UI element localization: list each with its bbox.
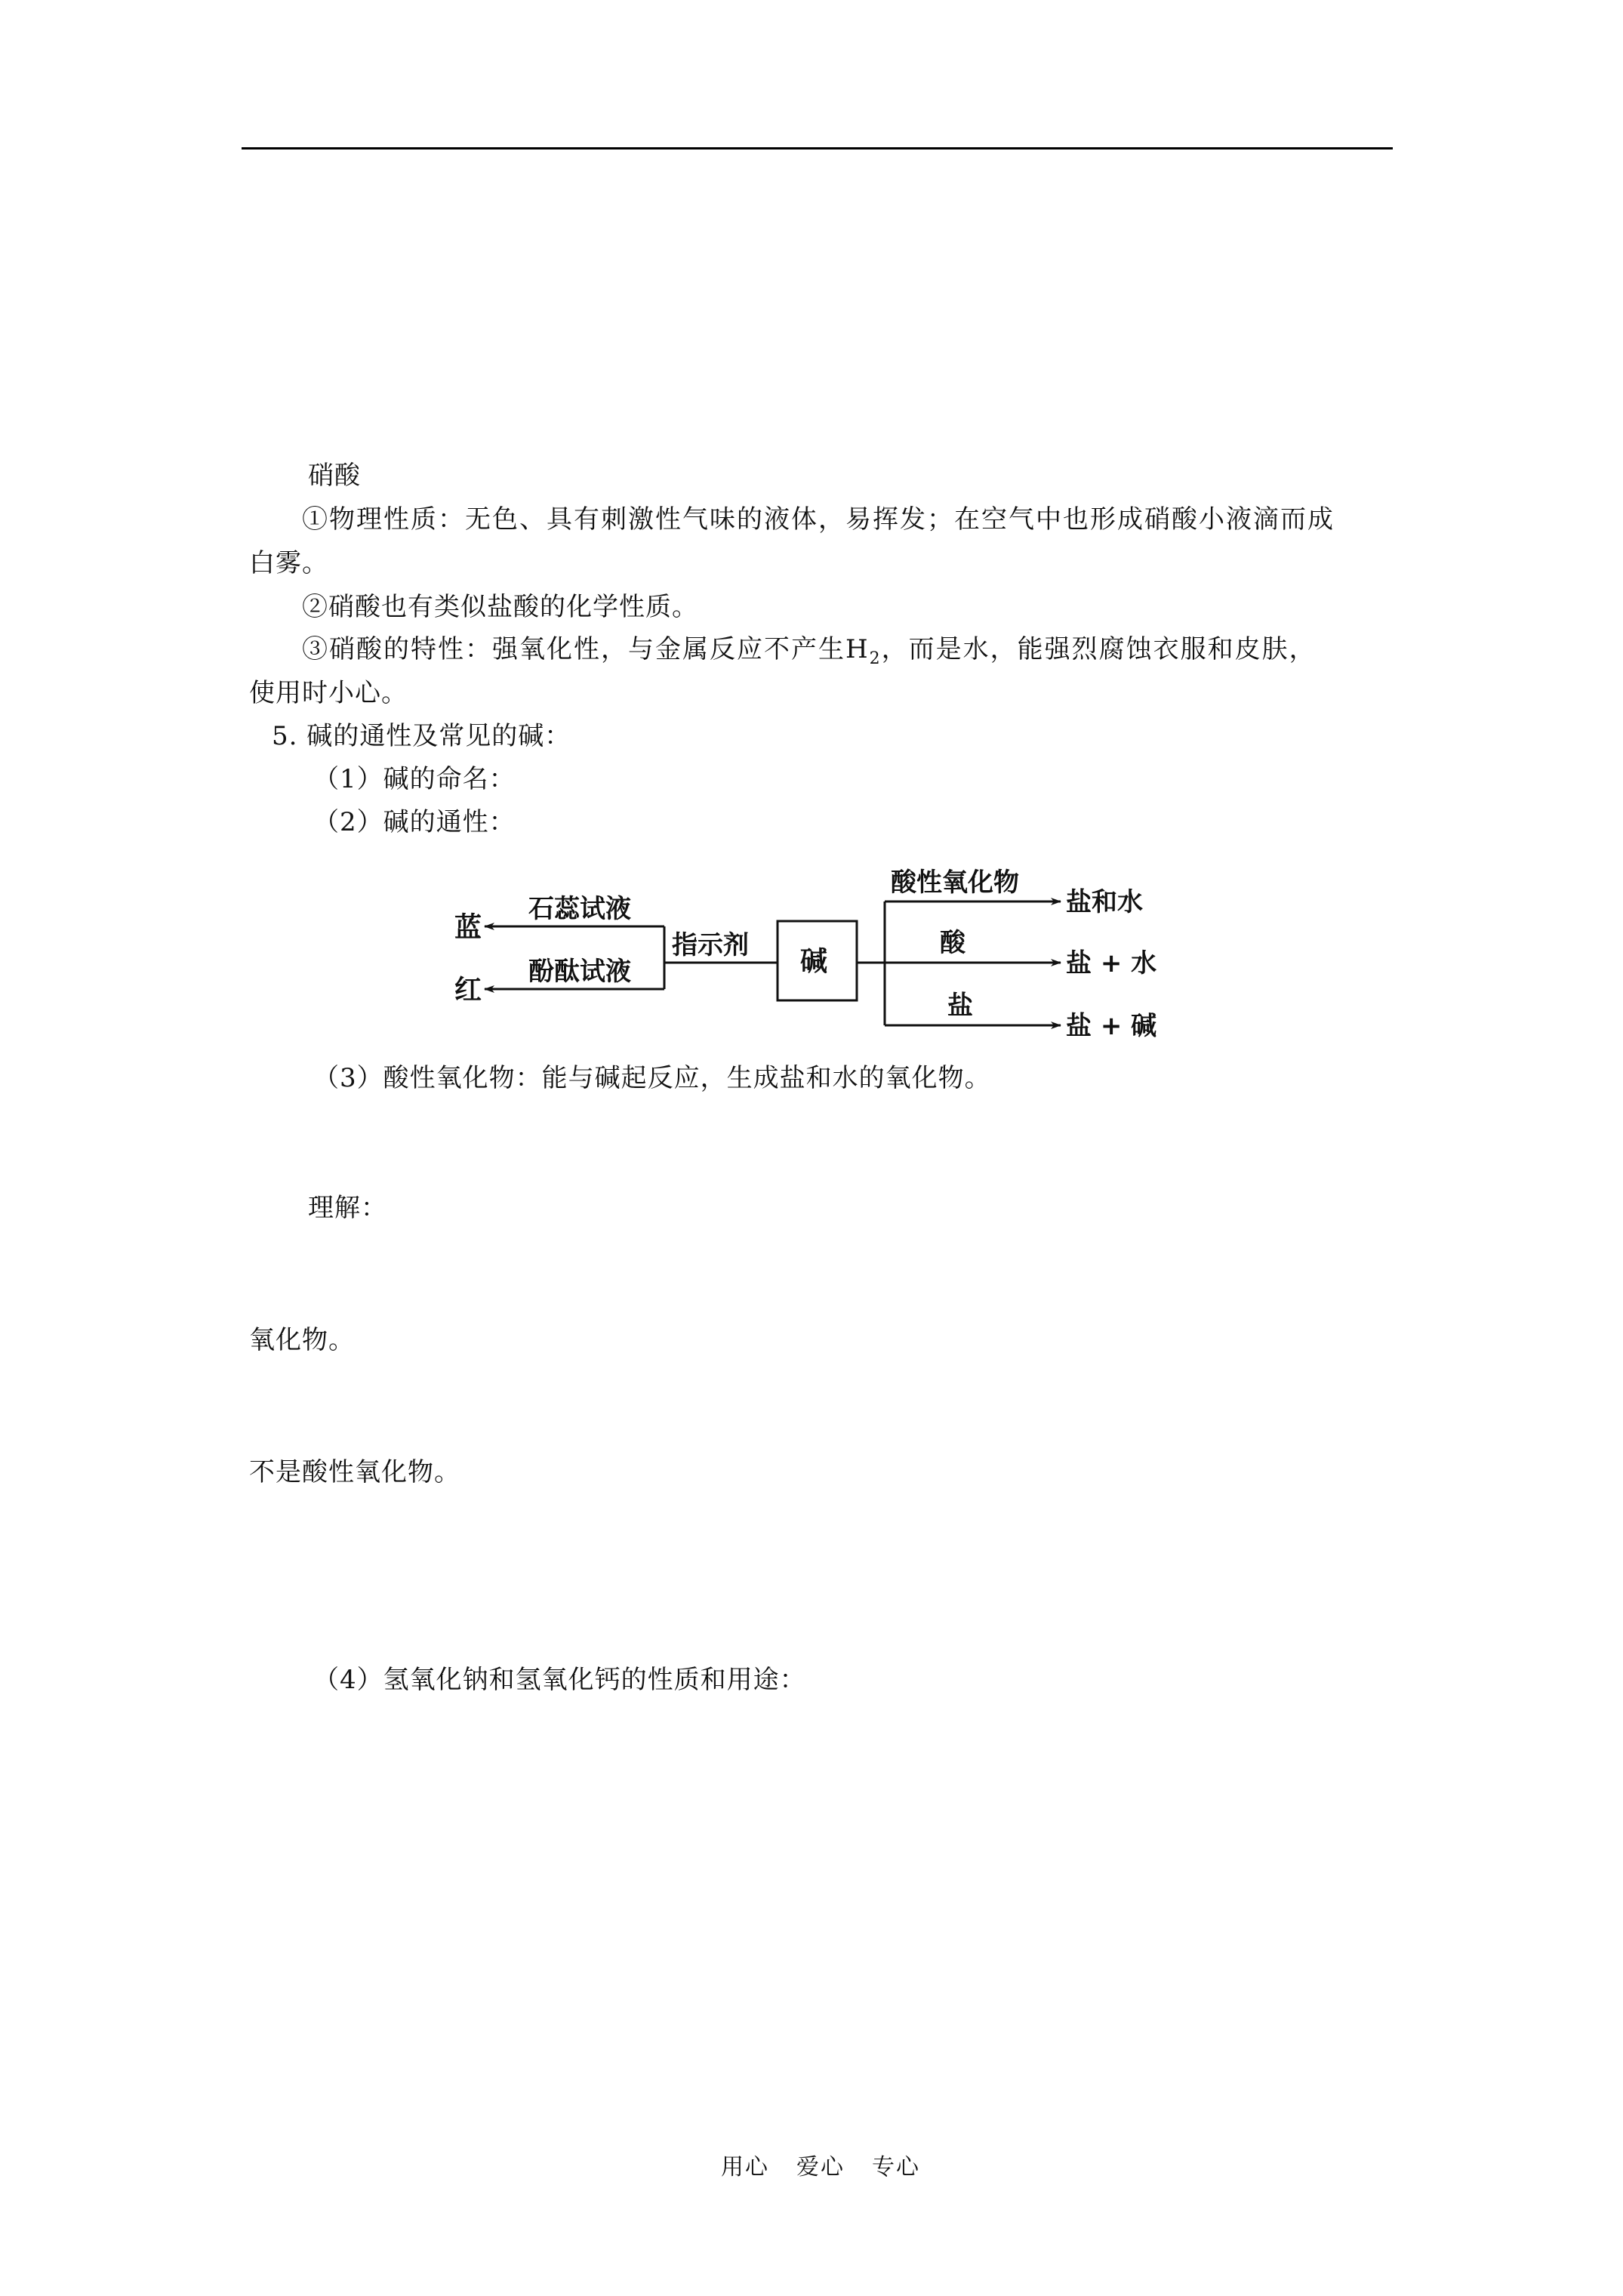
result-salt-plus-base: 盐 + 碱	[1066, 1011, 1157, 1038]
acid-label: 酸	[940, 928, 965, 958]
special-properties-line2: 使用时小心。	[249, 678, 408, 708]
physical-properties-line1: ①物理性质：无色、具有刺激性气味的液体，易挥发；在空气中也形成硝酸小液滴而成	[302, 504, 1335, 535]
acid-oxide-label: 酸性氧化物	[891, 868, 1019, 898]
footer-word-3: 专心	[872, 2154, 920, 2180]
phenolphthalein-label: 酚酞试液	[528, 957, 631, 987]
base-properties-diagram	[445, 842, 1200, 1038]
result-salt-water: 盐和水	[1066, 887, 1143, 917]
header-rule	[242, 147, 1393, 149]
fragment-oxide: 氧化物。	[249, 1325, 355, 1355]
nitric-acid-title: 硝酸	[308, 461, 361, 491]
red-label: 红	[454, 975, 482, 1006]
page-footer	[721, 2148, 947, 2181]
fragment-not-acidic-oxide: 不是酸性氧化物。	[249, 1457, 460, 1487]
salt-label: 盐	[947, 991, 973, 1021]
footer-word-1: 用心	[721, 2154, 769, 2180]
base-naming: （1）碱的命名：	[313, 764, 516, 794]
base-general-properties: （2）碱的通性：	[313, 807, 516, 837]
chemical-properties: ②硝酸也有类似盐酸的化学性质。	[302, 592, 698, 622]
physical-properties-line2: 白雾。	[249, 548, 328, 578]
litmus-label: 石蕊试液	[528, 894, 631, 924]
acidic-oxide-definition: （3）酸性氧化物：能与碱起反应，生成盐和水的氧化物。	[313, 1063, 991, 1093]
indicator-label: 指示剂	[672, 930, 749, 960]
special-properties-line1: ③硝酸的特性：强氧化性，与金属反应不产生$H_2$，而是水，能强烈腐蚀衣服和皮肤，	[302, 634, 1317, 668]
understanding-label: 理解：	[308, 1193, 387, 1223]
section-5-heading: 5. 碱的通性及常见的碱：	[272, 721, 571, 751]
footer-word-2: 爱心	[796, 2154, 845, 2180]
blue-label: 蓝	[454, 912, 482, 943]
naoh-caoh2-heading: （4）氢氧化钠和氢氧化钙的性质和用途：	[313, 1665, 806, 1695]
base-label: 碱	[800, 946, 828, 977]
result-salt-plus-water: 盐 + 水	[1066, 948, 1157, 978]
